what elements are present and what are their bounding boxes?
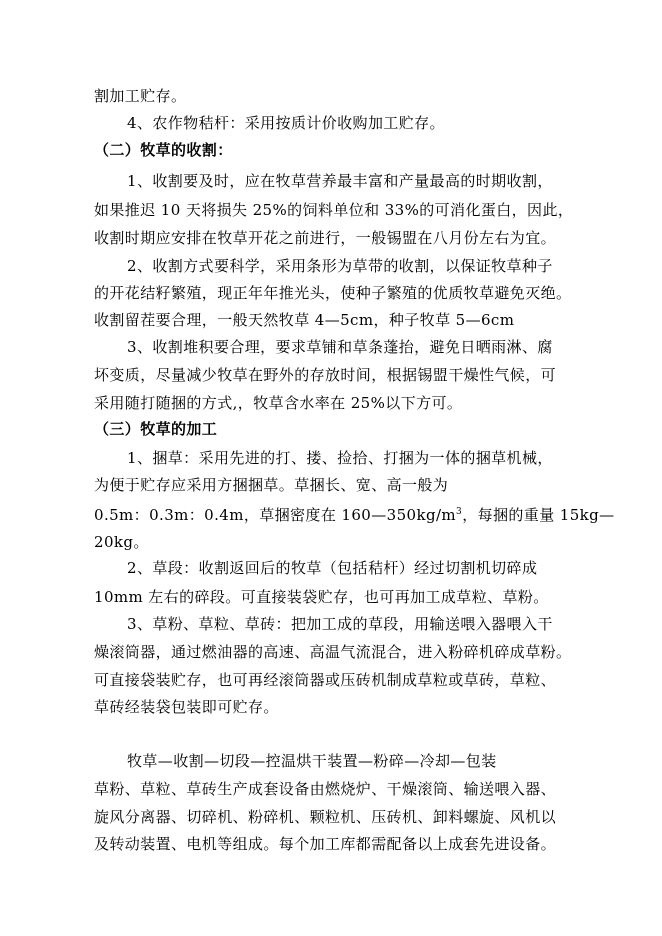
text-line: 收割时期应安排在牧草开花之前进行，一般锡盟在八月份左右为宜。 (94, 229, 557, 247)
text-line: 2、收割方式要科学，采用条形为草带的收割，以保证牧草种子 (127, 257, 553, 275)
text-line: 可直接袋装贮存，也可再经滚筒器或压砖机制成草粒或草砖，草粒、 (94, 671, 557, 689)
superscript: 3 (456, 507, 463, 517)
text-line: 旋风分离器、切碎机、粉碎机、颗粒机、压砖机、卸料螺旋、风机以 (94, 808, 557, 826)
section-heading: （三）牧草的加工 (94, 420, 218, 438)
text-line: 收割留茬要合理，一般天然牧草 4—5cm，种子牧草 5—6cm (94, 311, 515, 329)
text-line: 20kg。 (94, 533, 149, 551)
text-line: 3、收割堆积要合理，要求草铺和草条蓬抬，避免日晒雨淋、腐 (127, 338, 553, 356)
text-line: 割加工贮存。 (94, 87, 187, 105)
text-line: 3、草粉、草粒、草砖：把加工成的草段，用输送喂入器喂入干 (127, 615, 553, 633)
text-span: 0.5m：0.3m：0.4m，草捆密度在 160—350kg/m (94, 506, 457, 524)
text-line: 1、捆草：采用先进的打、搂、捡拾、打捆为一体的捆草机械， (127, 449, 553, 467)
text-line (94, 505, 615, 525)
text-line: 采用随打随捆的方式,，牧草含水率在 25%以下方可。 (94, 394, 463, 412)
text-line: 牧草—收割—切段—控温烘干装置—粉碎—冷却—包装 (127, 752, 497, 770)
text-line: 1、收割要及时，应在牧草营养最丰富和产量最高的时期收割， (127, 172, 553, 190)
text-line: 草粉、草粒、草砖生产成套设备由燃烧炉、干燥滚筒、输送喂入器、 (94, 780, 557, 798)
text-line: 及转动装置、电机等组成。每个加工库都需配备以上成套先进设备。 (94, 835, 557, 853)
text-line: 坏变质，尽量减少牧草在野外的存放时间，根据锡盟干燥性气候，可 (94, 366, 557, 384)
text-line: 如果推迟 10 天将损失 25%的饲料单位和 33%的可消化蛋白，因此， (94, 201, 574, 219)
text-line: 2、草段：收割返回后的牧草（包括秸杆）经过切割机切碎成 (127, 559, 538, 577)
text-line: 的开花结籽繁殖，现正年年推光头，使种子繁殖的优质牧草避免灭绝。 (94, 284, 572, 302)
text-line: 燥滚筒器，通过燃油器的高速、高温气流混合，进入粉碎机碎成草粉。 (94, 643, 572, 661)
section-heading: （二）牧草的收割： (94, 141, 233, 159)
text-span: ，每捆的重量 15kg— (462, 506, 615, 524)
text-line: 草砖经装袋包装即可贮存。 (94, 698, 279, 716)
text-line: 为便于贮存应采用方捆捆草。草捆长、宽、高一般为 (94, 476, 449, 494)
text-line: 10mm 左右的碎段。可直接装袋贮存，也可再加工成草粒、草粉。 (94, 588, 549, 606)
text-line: 4、农作物秸杆：采用按质计价收购加工贮存。 (127, 114, 445, 132)
